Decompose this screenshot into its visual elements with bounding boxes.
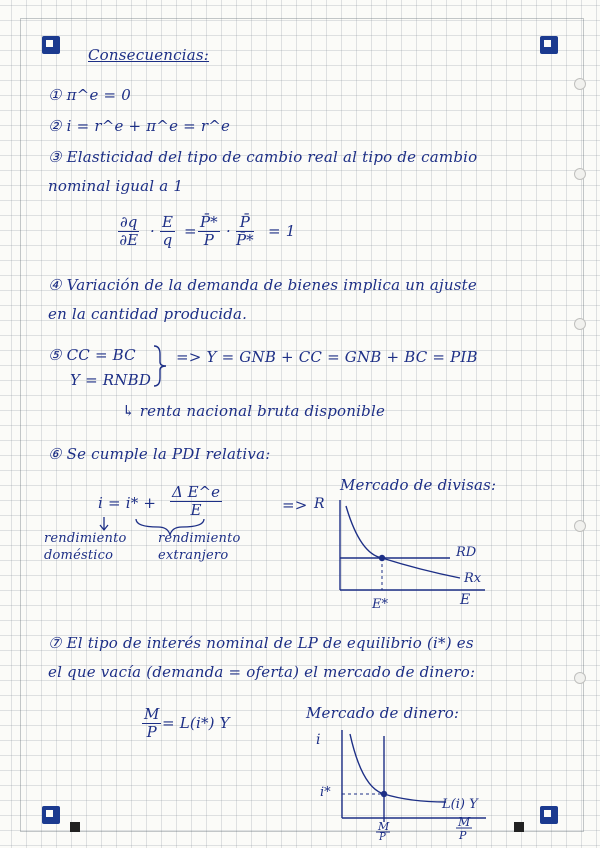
dot-operator: · [226, 222, 231, 240]
corner-marker-bottom-left [42, 806, 60, 824]
item-number-1: ① [48, 86, 62, 104]
chart-1-rd-label: RD [456, 545, 477, 560]
binder-hole [574, 672, 586, 684]
item-2 [48, 117, 230, 135]
item-number-5: ⑤ [48, 346, 62, 364]
dark-square-bottom-left [70, 822, 80, 832]
chart-2-eq-label: i* [320, 785, 331, 800]
item-number-4: ④ [48, 276, 62, 294]
chart-1-rx-curve [346, 506, 460, 578]
fraction-M-P: $\frac{M}{P}$ [144, 705, 160, 741]
label-domestic-2: doméstico [44, 548, 114, 563]
label-foreign-1: rendimiento [158, 531, 241, 546]
label-domestic-1: rendimiento [44, 531, 127, 546]
fraction-dEe-E: $\frac{\text{Δ E\textasciicircum{}e}}{E}$ [172, 483, 220, 519]
corner-marker-top-right [540, 36, 558, 54]
chart-2-eq-x-num: M [378, 820, 390, 833]
item-number-7: ⑦ [48, 634, 62, 652]
chart-1-title: Mercado de divisas: [340, 476, 497, 494]
equals-one: = 1 [268, 222, 296, 240]
money-equation-rest: = L(i*) Y [162, 714, 230, 732]
item-6-line-1: ⑥ Se cumple la PDI relativa: [48, 445, 271, 463]
item-3-line-2: nominal igual a 1 [48, 177, 184, 195]
chart-2-title: Mercado de dinero: [306, 704, 460, 722]
item-1 [48, 86, 131, 104]
chart-2-demand-curve [350, 734, 446, 802]
chart-2-axis-y-label: i [316, 732, 321, 748]
dark-square-bottom-right [514, 822, 524, 832]
chart-2-axis-x-num: M [458, 815, 471, 829]
item-7-line-2: el que vacía (demanda = oferta) el mercado de dinero: [48, 663, 476, 681]
equals-sign: = [184, 222, 197, 240]
dot-operator: · [150, 222, 155, 240]
fraction-P-Pstar: $\frac{P̄}{P̄*}$ [236, 213, 254, 249]
page-border [20, 18, 584, 832]
item-number-2: ② [48, 117, 62, 135]
item-number-6: ⑥ [48, 445, 62, 463]
binder-hole [574, 168, 586, 180]
item-3-line-1: ③ Elasticidad del tipo de cambio real al tipo de cambio [48, 148, 478, 166]
chart-2-curve-label: L(i) Y [442, 797, 478, 812]
binder-hole [574, 318, 586, 330]
chart-1-axis-x-label: E [460, 592, 471, 608]
label-foreign-2: extranjero [158, 548, 229, 563]
chart-1-axis-y-label: R [314, 496, 325, 512]
chart-2-equilibrium-point [381, 791, 387, 797]
chart-1-eq-label: E* [372, 597, 388, 612]
pdi-equation-left: i = i* + [98, 494, 157, 512]
chart-2-eq-x-den: P [379, 832, 386, 840]
item-number-3: ③ [48, 148, 62, 166]
chart-2-axis-x-den: P [459, 829, 467, 840]
item-5-line-2: Y = RNBD [70, 371, 152, 389]
item-4-line-1: ④ Variación de la demanda de bienes implica un ajuste [48, 276, 477, 294]
binder-hole [574, 520, 586, 532]
item-1-equation: π^e = 0 [66, 86, 131, 104]
binder-hole [574, 78, 586, 90]
chart-1-equilibrium-point [379, 555, 385, 561]
fraction-dq-dE: $\frac{\partial q}{\partial E}$ [119, 213, 139, 249]
item-4-line-2: en la cantidad producida. [48, 305, 248, 323]
chart-1-rx-label: Rx [464, 571, 482, 586]
corner-marker-bottom-right [540, 806, 558, 824]
money-market-chart [306, 722, 506, 840]
fraction-E-q: $\frac{E}{q}$ [162, 213, 173, 249]
brace-icon [150, 344, 170, 388]
forex-market-chart [310, 494, 510, 614]
item-5-implication: => Y = GNB + CC = GNB + BC = PIB [176, 348, 478, 366]
item-5-line-1: ⑤ CC = BC [48, 346, 136, 364]
fraction-Pstar-P: $\frac{P̄*}{P}$ [200, 213, 218, 249]
corner-marker-top-left [42, 36, 60, 54]
item-5-note: ↳ renta nacional bruta disponible [122, 402, 386, 420]
item-7-line-1: ⑦ El tipo de interés nominal de LP de equilibrio (i*) es [48, 634, 474, 652]
item-2-equation: i = r^e + π^e = r^e [66, 117, 231, 135]
implies-arrow: => [282, 496, 308, 514]
section-title: Consecuencias: [88, 46, 210, 64]
